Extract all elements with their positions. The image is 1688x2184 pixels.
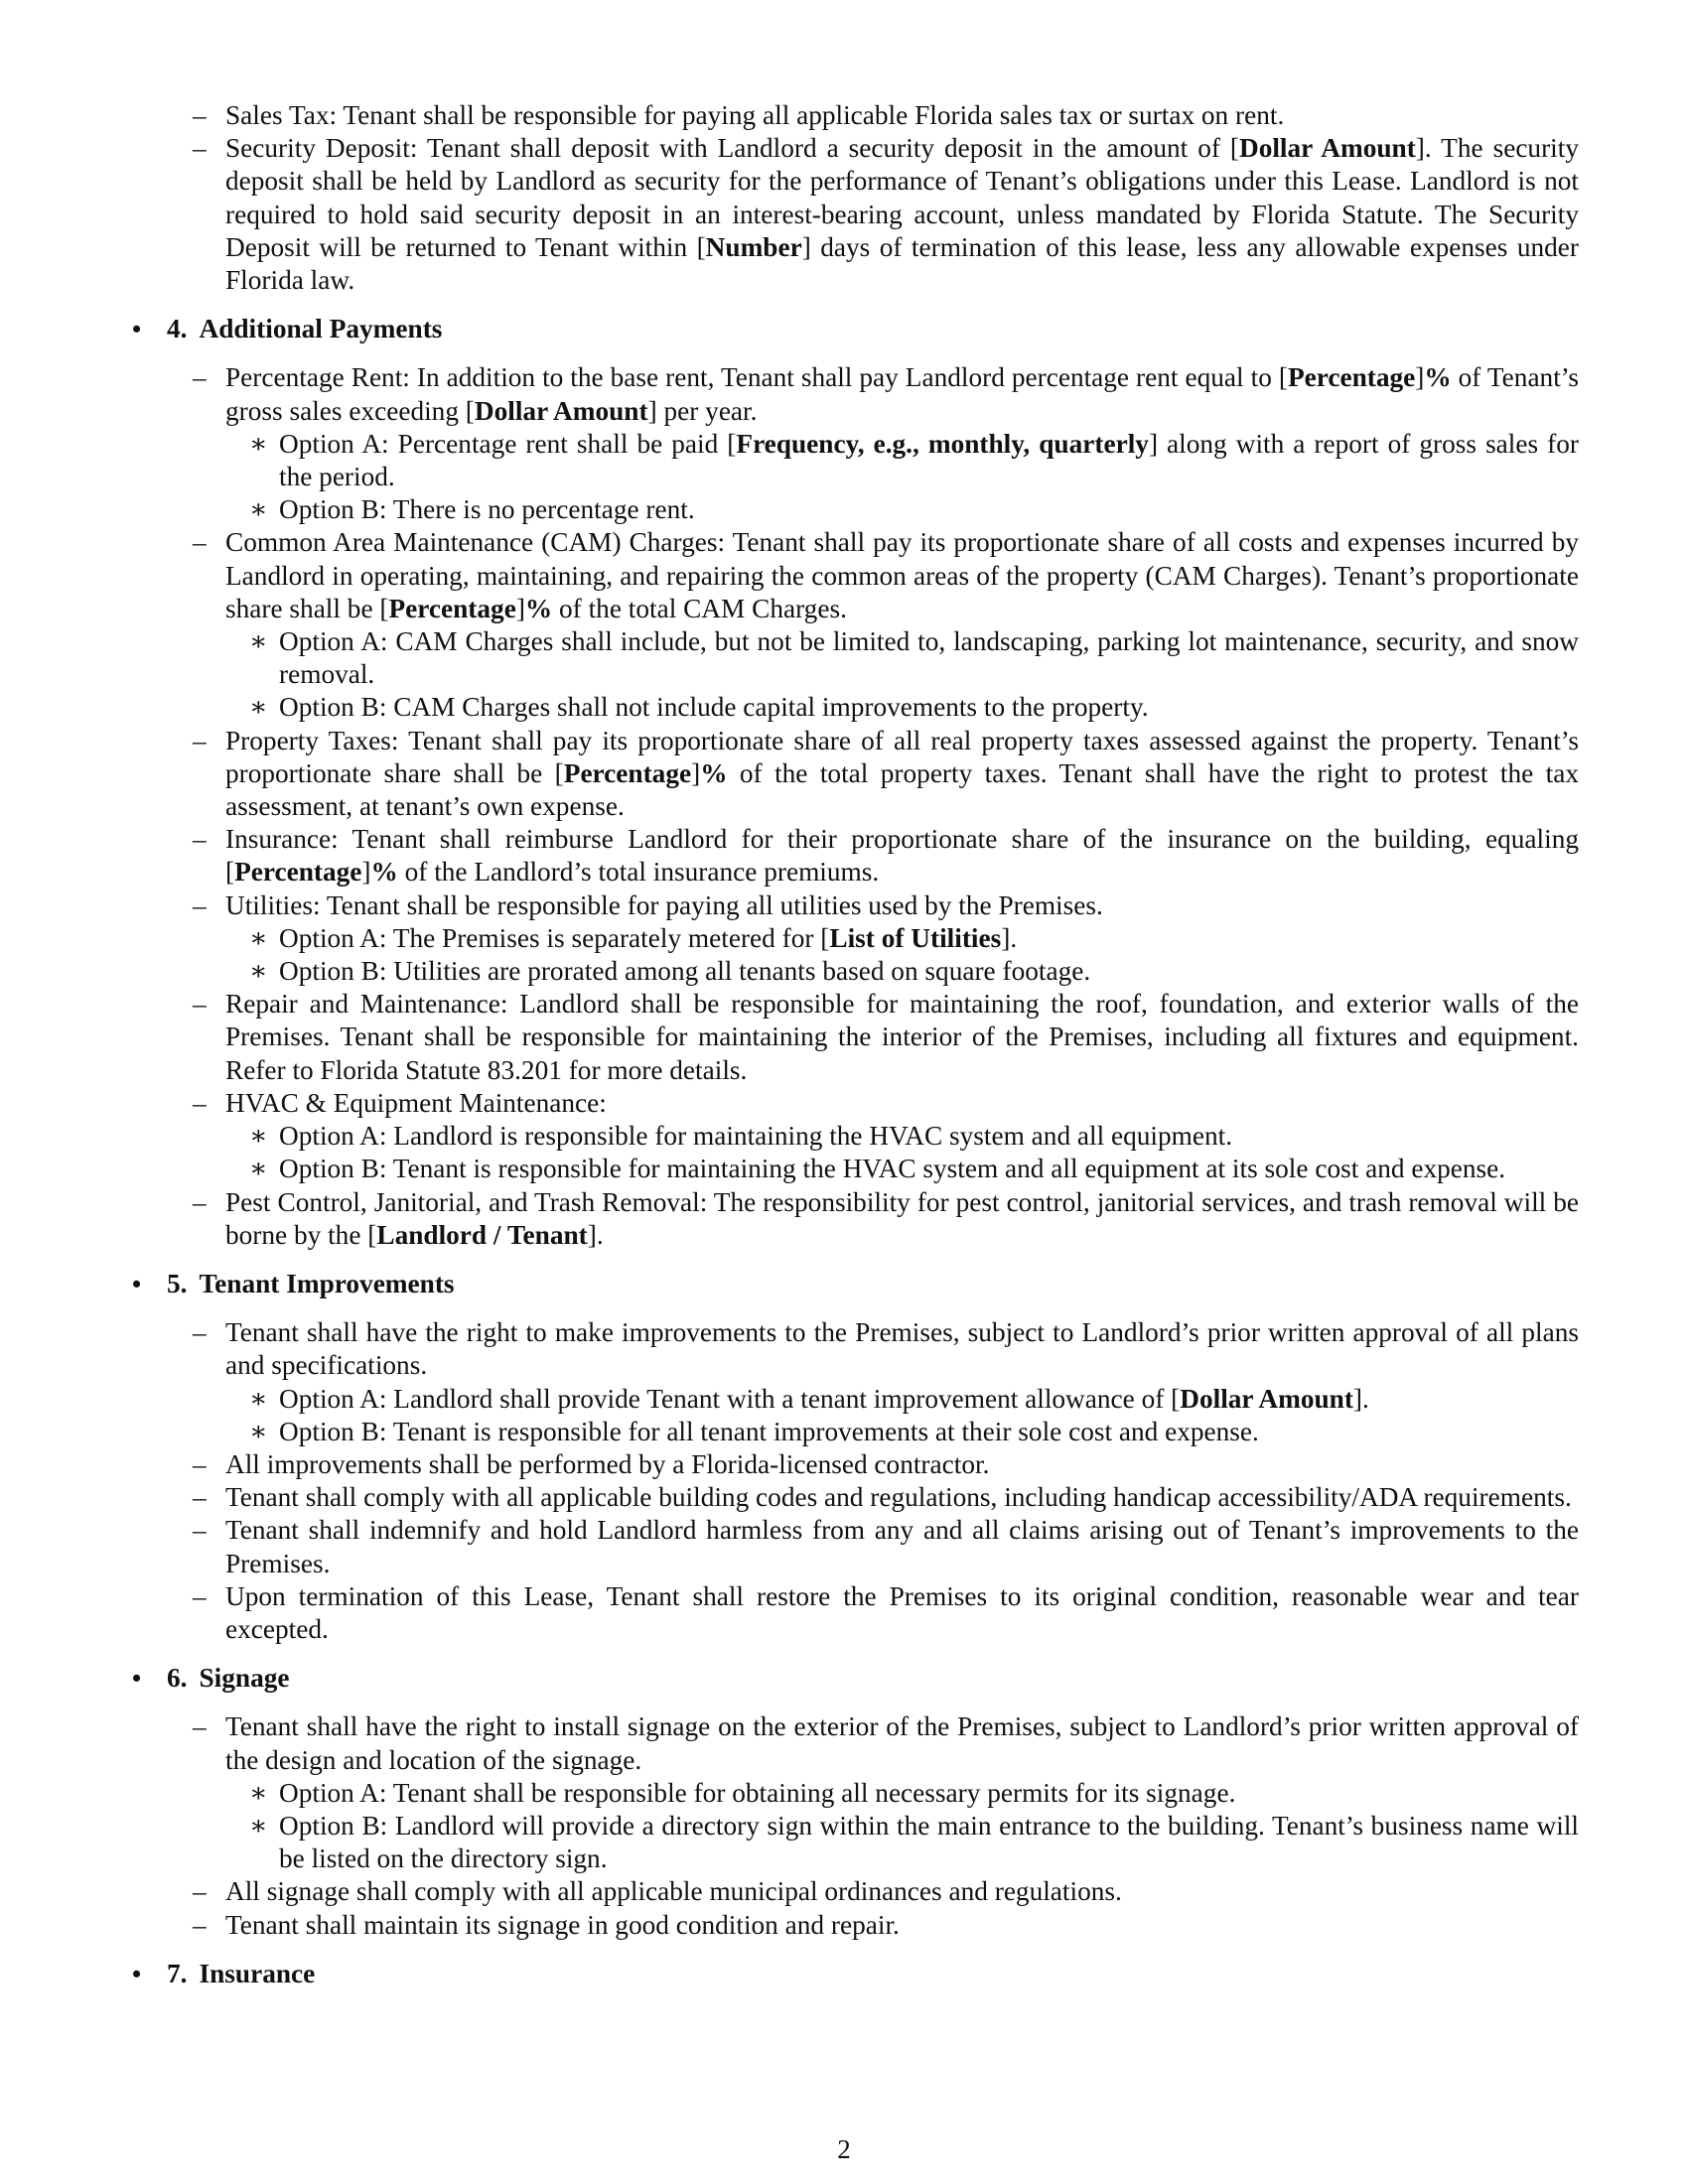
dash-marker: – — [193, 889, 207, 920]
placeholder-field: Dollar Amount — [1238, 133, 1416, 164]
placeholder-field: Dollar Amount — [474, 395, 648, 426]
option-item — [249, 1416, 1579, 1448]
option-item — [249, 691, 1579, 724]
section-number: 4. — [167, 314, 188, 344]
placeholder-field: Landlord / Tenant — [376, 1219, 588, 1250]
percent-sign: % — [370, 857, 398, 887]
list-item-utilities — [193, 889, 1579, 922]
placeholder-field: Frequency, e.g., monthly, quarterly — [736, 428, 1149, 459]
item-text: Security Deposit: Tenant shall deposit with Landlord a security deposit in the amount of [ — [225, 133, 1239, 164]
dash-marker: – — [193, 362, 207, 393]
item-text: Upon termination of this Lease, Tenant shall restore the Premises to its original condition, reasonable wear and tear excepted. — [225, 1580, 1579, 1644]
list-item-repair-maintenance — [193, 988, 1579, 1087]
item-text: HVAC & Equipment Maintenance: — [225, 1087, 607, 1118]
list-item — [193, 1710, 1579, 1776]
list-item — [193, 1448, 1579, 1481]
dash-marker: – — [193, 1876, 207, 1907]
dash-marker: – — [193, 989, 207, 1020]
dash-marker: – — [193, 100, 207, 130]
dash-marker: – — [193, 1317, 207, 1348]
section-title: Signage — [199, 1663, 290, 1694]
list-item — [193, 1514, 1579, 1579]
star-marker: ∗ — [249, 1383, 268, 1414]
percent-sign: % — [700, 757, 728, 788]
section-heading-additional-payments — [132, 313, 1579, 345]
item-text: Option A: Tenant shall be responsible for obtaining all necessary permits for its signage. — [279, 1777, 1236, 1808]
item-text: ] days of termination of this lease, less any allowable expenses under Florida law. — [225, 231, 1580, 296]
dash-marker: – — [193, 1909, 207, 1940]
bullet-marker: • — [132, 1664, 142, 1694]
dash-marker: – — [193, 133, 207, 164]
item-text: Option A: CAM Charges shall include, but not be limited to, landscaping, parking lot maintenance, security, and snow removal. — [279, 626, 1579, 690]
star-marker: ∗ — [249, 494, 268, 525]
bullet-marker: • — [132, 1269, 142, 1298]
item-text: Option A: Landlord is responsible for maintaining the HVAC system and all equipment. — [279, 1121, 1233, 1152]
item-text: Tenant shall comply with all applicable building codes and regulations, including handicap accessibility/ADA requirements. — [225, 1482, 1572, 1513]
item-text: Option A: Percentage rent shall be paid [ — [279, 428, 737, 459]
item-text: ]. — [1352, 1383, 1369, 1414]
item-text: ] — [361, 857, 371, 887]
list-item-percentage-rent — [193, 361, 1579, 427]
item-text: Option B: Tenant is responsible for maintaining the HVAC system and all equipment at its sole cost and expense. — [279, 1154, 1506, 1184]
option-item — [249, 922, 1579, 955]
section-title: Tenant Improvements — [199, 1268, 455, 1298]
list-item-sales-tax — [193, 99, 1579, 132]
placeholder-field: List of Utilities — [829, 922, 1002, 953]
item-text: Option B: Utilities are prorated among all tenants based on square footage. — [279, 956, 1091, 987]
section-heading-signage — [132, 1662, 1579, 1695]
list-item-hvac — [193, 1087, 1579, 1120]
dash-marker: – — [193, 1087, 207, 1118]
item-text: of the Landlord’s total insurance premiums. — [397, 857, 880, 887]
dash-marker: – — [193, 1482, 207, 1513]
dash-marker: – — [193, 1580, 207, 1611]
item-text: All improvements shall be performed by a Florida-licensed contractor. — [225, 1448, 990, 1479]
item-text: All signage shall comply with all applicable municipal ordinances and regulations. — [225, 1876, 1122, 1907]
dash-marker: – — [193, 527, 207, 558]
list-item — [193, 1580, 1579, 1646]
dash-marker: – — [193, 1448, 207, 1479]
placeholder-field: Percentage — [1287, 362, 1416, 393]
placeholder-field: Number — [705, 231, 802, 262]
list-item-pest-control — [193, 1186, 1579, 1252]
dash-marker: – — [193, 725, 207, 755]
item-text: of the total property taxes. Tenant shall have the right to protest the tax assessment, at tenant’s own expense. — [225, 757, 1580, 822]
item-text: Utilities: Tenant shall be responsible for paying all utilities used by the Premises. — [225, 889, 1103, 920]
star-marker: ∗ — [249, 626, 268, 657]
placeholder-field: Percentage — [388, 593, 516, 623]
item-text: Tenant shall have the right to make improvements to the Premises, subject to Landlord’s prior written approval of all plans and specifications. — [225, 1317, 1579, 1381]
item-text: Option B: There is no percentage rent. — [279, 494, 695, 525]
list-item-cam-charges — [193, 526, 1579, 625]
dash-marker: – — [193, 1711, 207, 1742]
item-text: Repair and Maintenance: Landlord shall be responsible for maintaining the roof, foundation, and exterior walls of the Premises. Tenant shall be responsible for maintaining the interior of the Premises, including all fixtures and equipment. Refer to Florida Statute 83.201 for more details. — [225, 989, 1579, 1085]
item-text: Option A: Landlord shall provide Tenant with a tenant improvement allowance of [ — [279, 1383, 1181, 1414]
option-item — [249, 493, 1579, 526]
item-text: Common Area Maintenance (CAM) Charges: Tenant shall pay its proportionate share of all costs and expenses incurred by Landlord in operating, maintaining, and repairing the common areas of the property (CAM Charges). Tenant’s proportionate share shall be [ — [225, 527, 1579, 623]
item-text: Option B: CAM Charges shall not include capital improvements to the property. — [279, 692, 1149, 723]
page-number: 2 — [837, 2134, 851, 2164]
item-text: of the total CAM Charges. — [552, 593, 847, 623]
item-text: ]. — [587, 1219, 604, 1250]
star-marker: ∗ — [249, 428, 268, 459]
item-text: Pest Control, Janitorial, and Trash Removal: The responsibility for pest control, janitorial services, and trash removal will be borne by the [ — [225, 1186, 1579, 1250]
list-item — [193, 1316, 1579, 1382]
option-item — [249, 1810, 1579, 1875]
section-title: Insurance — [199, 1958, 316, 1988]
list-item-insurance — [193, 823, 1579, 888]
option-item — [249, 625, 1579, 691]
dash-marker: – — [193, 1515, 207, 1546]
item-text: Tenant shall maintain its signage in good condition and repair. — [225, 1909, 900, 1940]
item-text: ]. The security deposit shall be held by Landlord as security for the performance of Tenant’s obligations under this Lease. Landlord is not required to hold said security deposit in an interest-bearing account, unless mandated by Florida Statute. The Security Deposit will be returned to Tenant within [ — [225, 133, 1579, 262]
option-item — [249, 1383, 1579, 1416]
star-marker: ∗ — [249, 692, 268, 723]
item-text: Option A: The Premises is separately metered for [ — [279, 922, 830, 953]
star-marker: ∗ — [249, 956, 268, 987]
list-item — [193, 1875, 1579, 1908]
item-text: of Tenant’s gross sales exceeding [ — [225, 362, 1579, 426]
option-item — [249, 1120, 1579, 1153]
item-text: ]. — [1001, 922, 1018, 953]
item-text: Insurance: Tenant shall reimburse Landlord for their proportionate share of the insurance on the building, equaling [ — [225, 824, 1579, 887]
item-text: Option B: Tenant is responsible for all tenant improvements at their sole cost and expense. — [279, 1416, 1259, 1446]
item-text: Sales Tax: Tenant shall be responsible for paying all applicable Florida sales tax or surtax on rent. — [225, 100, 1285, 130]
star-marker: ∗ — [249, 1416, 268, 1446]
item-text: Tenant shall have the right to install signage on the exterior of the Premises, subject to Landlord’s prior written approval of the design and location of the signage. — [225, 1711, 1579, 1775]
star-marker: ∗ — [249, 1121, 268, 1152]
item-text: ] — [515, 593, 525, 623]
placeholder-field: Percentage — [563, 757, 692, 788]
star-marker: ∗ — [249, 922, 268, 953]
star-marker: ∗ — [249, 1154, 268, 1184]
star-marker: ∗ — [249, 1810, 268, 1841]
option-item — [249, 1777, 1579, 1810]
option-item — [249, 1153, 1579, 1185]
section-heading-tenant-improvements — [132, 1268, 1579, 1300]
star-marker: ∗ — [249, 1777, 268, 1808]
section-number: 5. — [167, 1268, 188, 1298]
percent-sign: % — [524, 593, 553, 623]
document-body — [129, 99, 1579, 2006]
section-title: Additional Payments — [199, 314, 443, 344]
item-text: ] — [691, 757, 701, 788]
dash-marker: – — [193, 824, 207, 855]
dash-marker: – — [193, 1186, 207, 1217]
list-item — [193, 1481, 1579, 1514]
item-text: Property Taxes: Tenant shall pay its proportionate share of all real property taxes assessed against the property. Tenant’s proportionate share shall be [ — [225, 725, 1579, 788]
section-number: 7. — [167, 1958, 188, 1988]
item-text: Percentage Rent: In addition to the base rent, Tenant shall pay Landlord percentage rent equal to [ — [225, 362, 1288, 393]
item-text: Option B: Landlord will provide a directory sign within the main entrance to the building. Tenant’s business name will be listed on the directory sign. — [279, 1810, 1579, 1874]
percent-sign: % — [1424, 362, 1452, 393]
list-item-property-taxes — [193, 725, 1580, 824]
item-text: ] — [1415, 362, 1425, 393]
section-number: 6. — [167, 1663, 188, 1694]
bullet-marker: • — [132, 1959, 142, 1988]
item-text: Tenant shall indemnify and hold Landlord harmless from any and all claims arising out of Tenant’s improvements to the Premises. — [225, 1515, 1579, 1578]
item-text: ] per year. — [647, 395, 758, 426]
section-heading-insurance — [132, 1958, 1579, 1990]
placeholder-field: Dollar Amount — [1180, 1383, 1353, 1414]
bullet-marker: • — [132, 315, 142, 344]
list-item-security-deposit — [193, 132, 1580, 297]
option-item — [249, 955, 1579, 988]
item-text: ] along with a report of gross sales for the period. — [279, 428, 1579, 492]
placeholder-field: Percentage — [234, 857, 362, 887]
list-item — [193, 1909, 1579, 1942]
option-item — [249, 428, 1579, 493]
